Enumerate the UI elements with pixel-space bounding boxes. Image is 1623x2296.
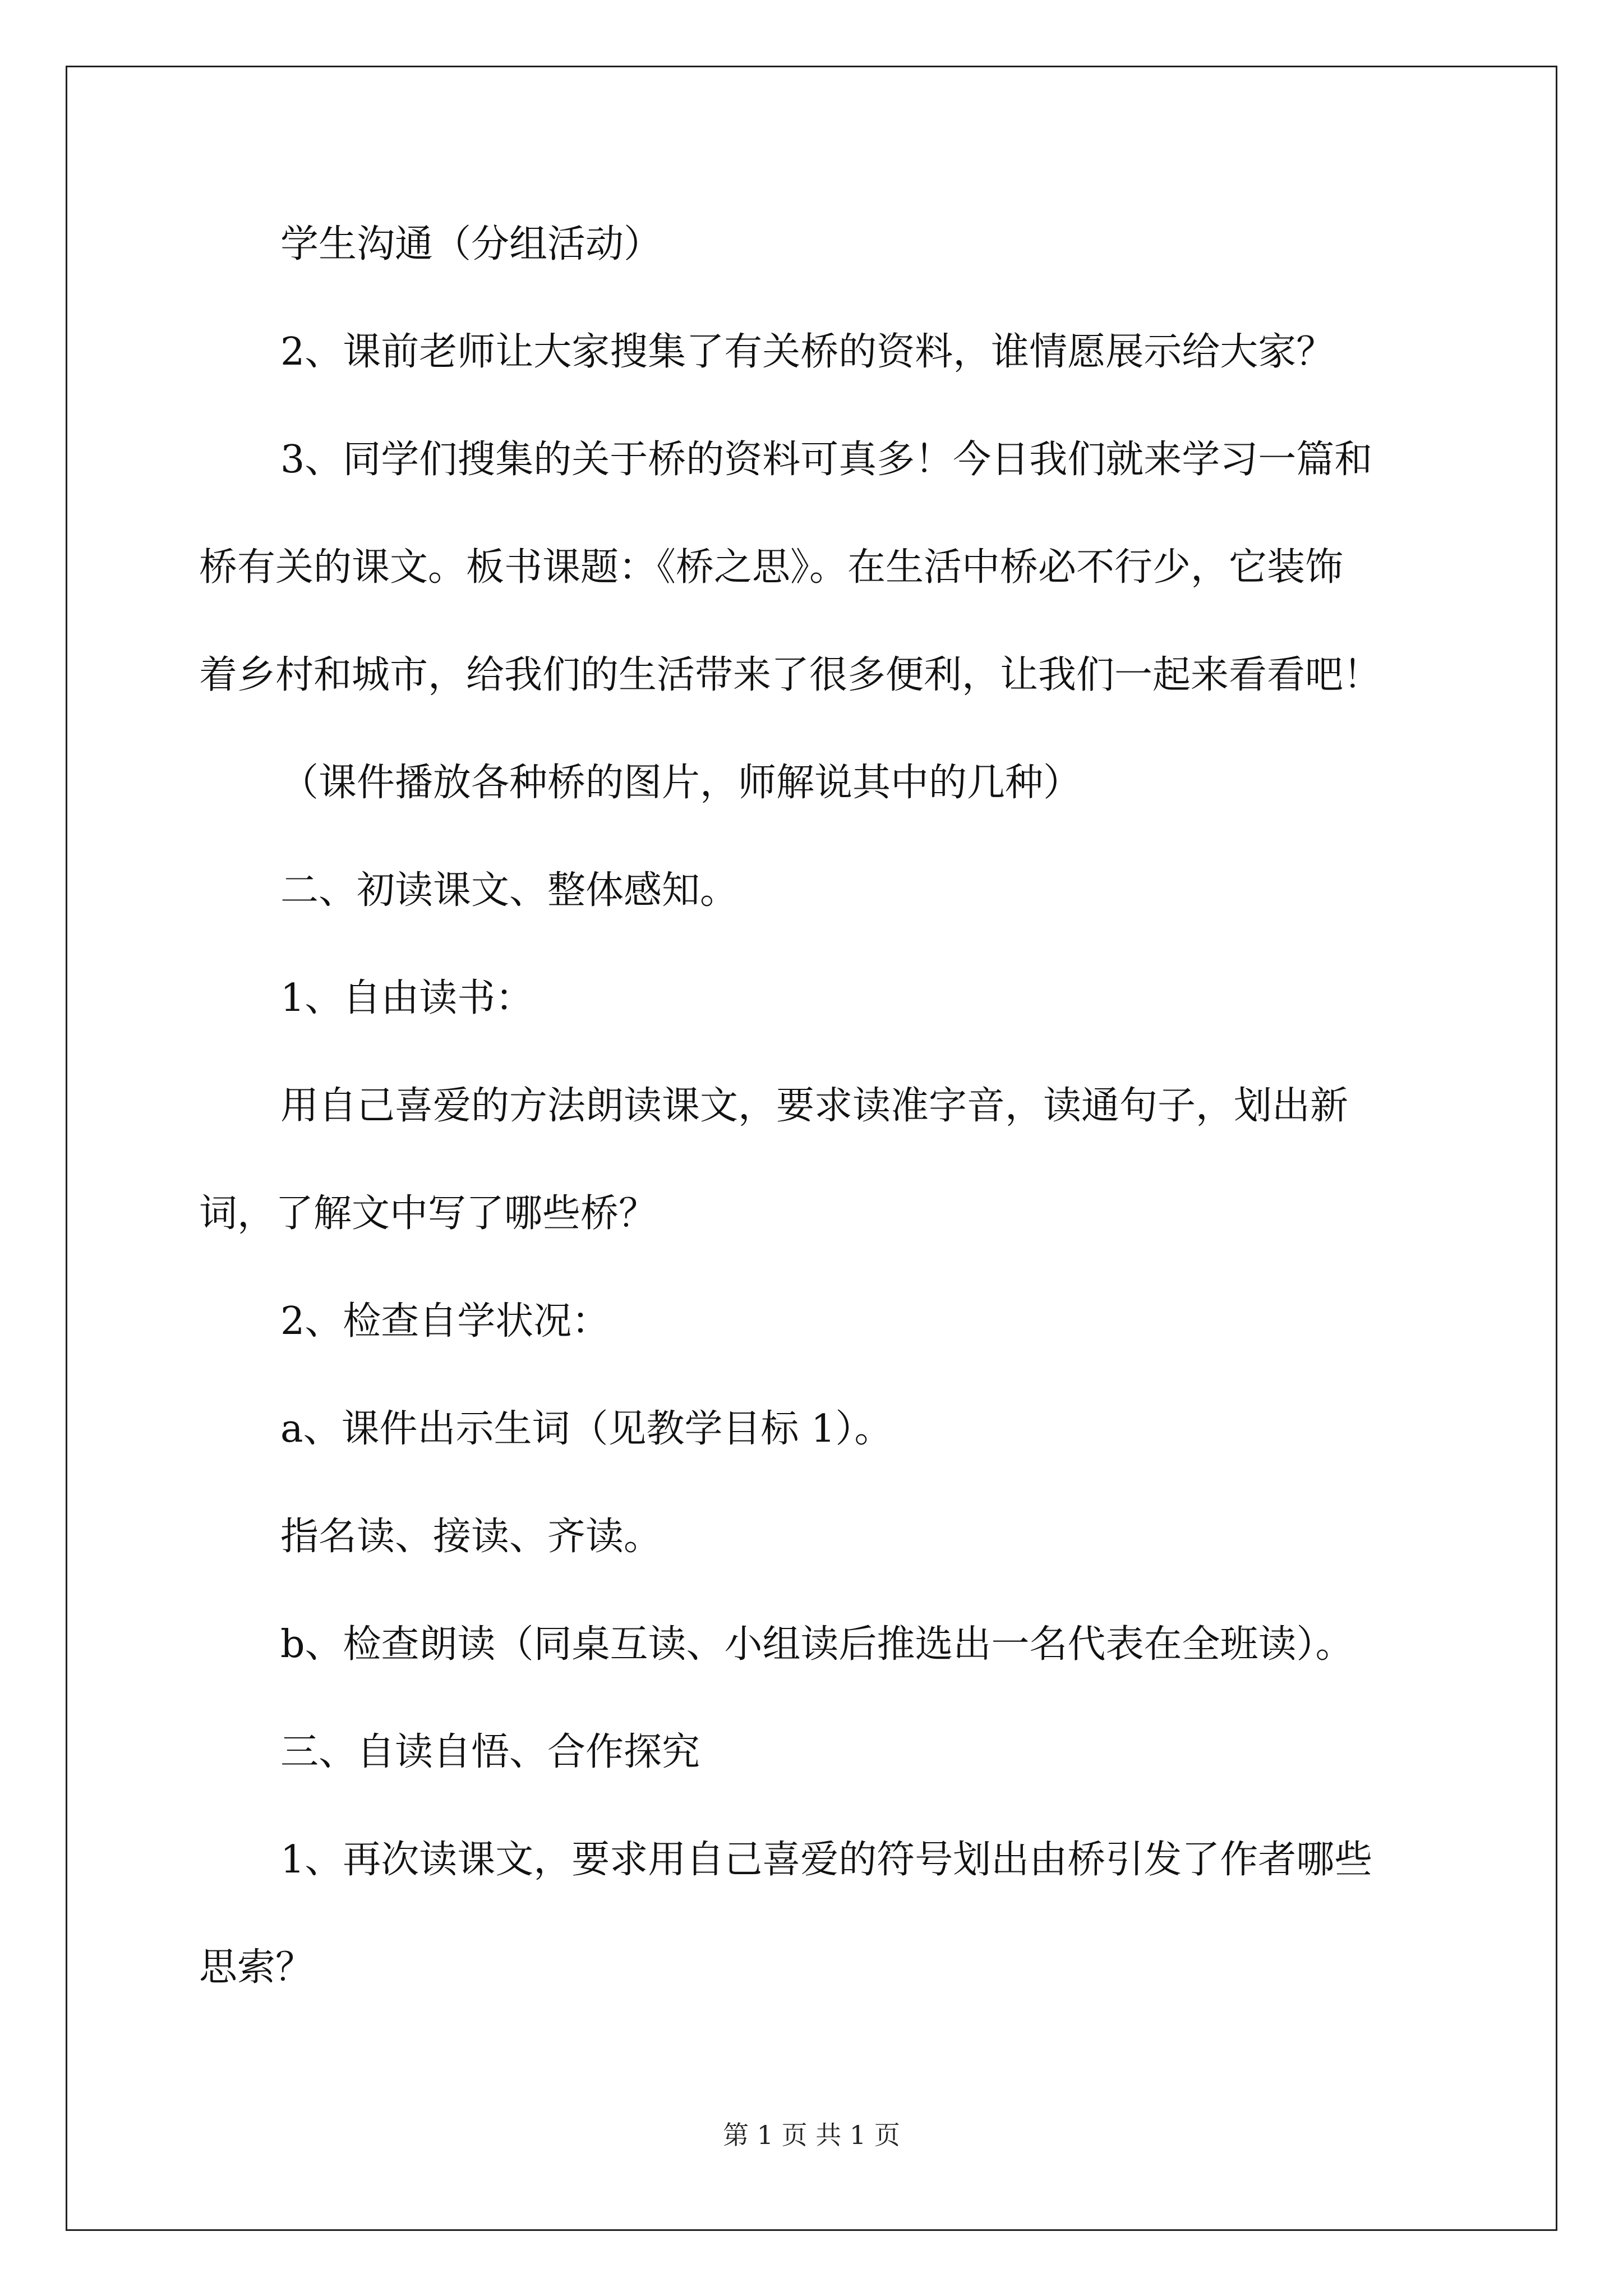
paragraph: 指名读、接读、齐读。 [280, 1515, 662, 1559]
paragraph: 桥有关的课文。板书课题：《桥之思》。在生活中桥必不行少，它装饰 [199, 545, 1344, 590]
paragraph: 2、检查自学状况： [280, 1299, 610, 1343]
paragraph: 词，了解文中写了哪些桥？ [199, 1191, 657, 1236]
paragraph: 用自己喜爱的方法朗读课文，要求读准字音，读通句子，划出新 [280, 1084, 1349, 1128]
paragraph: （课件播放各种桥的图片，师解说其中的几种） [280, 761, 1082, 805]
paragraph: b、检查朗读（同桌互读、小组读后推选出一名代表在全班读）。 [280, 1622, 1354, 1667]
page-footer: 第 1 页 共 1 页 [723, 2120, 900, 2150]
paragraph: 1、再次读课文，要求用自己喜爱的符号划出由桥引发了作者哪些 [280, 1838, 1373, 1882]
document-body [199, 191, 1433, 2022]
paragraph: 1、自由读书： [280, 976, 534, 1020]
section-heading: 三、自读自悟、合作探究 [280, 1730, 700, 1774]
paragraph: a、课件出示生词（见教学目标 1）。 [280, 1407, 893, 1451]
paragraph: 思索？ [199, 1945, 314, 1990]
paragraph: 着乡村和城市，给我们的生活带来了很多便利，让我们一起来看看吧！ [199, 653, 1382, 697]
paragraph: 3、同学们搜集的关于桥的资料可真多！今日我们就来学习一篇和 [280, 438, 1373, 482]
section-heading: 二、初读课文、整体感知。 [280, 868, 739, 913]
paragraph: 2、课前老师让大家搜集了有关桥的资料，谁情愿展示给大家？ [280, 330, 1335, 374]
paragraph: 学生沟通（分组活动） [280, 222, 662, 266]
